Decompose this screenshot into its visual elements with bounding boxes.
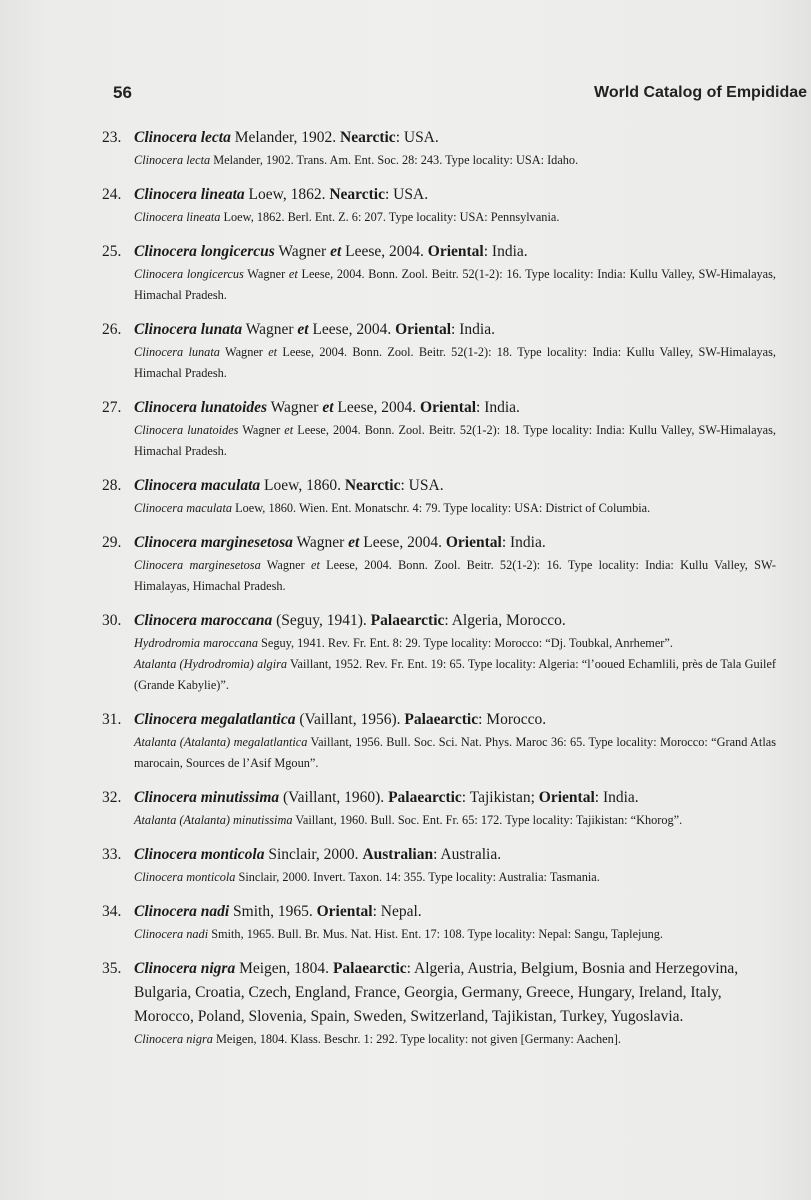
entry-number: 28.	[102, 477, 122, 494]
citation-text: Vaillant, 1952. Rev. Fr. Ent. 19: 65. Type locality: Algeria: “l’ooued Echamlili, près de Tala Guilef (Grande Kabylie)”.	[134, 657, 776, 692]
reference-citation	[0, 420, 776, 462]
entry-number: 35.	[102, 960, 122, 977]
species-entry	[0, 474, 811, 519]
species-list	[0, 126, 811, 1062]
species-entry	[0, 957, 811, 1050]
region-name: Oriental	[395, 321, 452, 338]
citation-taxon: Clinocera marginesetosa	[134, 558, 261, 572]
distribution: : India.	[476, 399, 520, 416]
distribution-2: : India.	[594, 789, 639, 806]
region-name: Oriental	[427, 243, 484, 260]
species-name: Clinocera megalatlantica	[134, 711, 296, 728]
entry-number: 24.	[102, 186, 122, 203]
region-name: Nearctic	[340, 129, 396, 146]
species-entry	[0, 843, 811, 888]
citation-taxon: Clinocera longicercus	[134, 267, 244, 281]
citation-text: Sinclair, 2000. Invert. Taxon. 14: 355. Type locality: Australia: Tasmania.	[235, 870, 600, 884]
species-author: (Seguy, 1941).	[272, 612, 371, 629]
species-name: Clinocera nadi	[134, 903, 230, 920]
citation-taxon: Clinocera lineata	[134, 210, 221, 224]
citation-taxon: Atalanta (Atalanta) megalatlantica	[134, 735, 308, 749]
species-heading	[0, 396, 776, 420]
species-author: (Vaillant, 1960).	[279, 789, 389, 806]
distribution: : Nepal.	[372, 903, 422, 920]
species-entry	[0, 396, 811, 462]
citation-text: Loew, 1860. Wien. Ent. Monatschr. 4: 79. Type locality: USA: District of Columbia.	[232, 501, 651, 515]
species-author: Sinclair, 2000.	[264, 846, 363, 863]
reference-citation	[0, 498, 776, 519]
citation-taxon: Clinocera lecta	[134, 153, 211, 167]
reference-citation	[0, 150, 776, 171]
species-author: Wagner	[242, 321, 298, 338]
species-heading	[0, 183, 776, 207]
entry-number: 23.	[102, 129, 122, 146]
species-author: Wagner	[267, 399, 323, 416]
region-name-2: Oriental	[538, 789, 595, 806]
citation-text: Wagner	[219, 345, 269, 359]
page-number: 56	[113, 83, 132, 102]
species-heading	[0, 474, 776, 498]
species-author-2: Leese, 2004.	[308, 321, 396, 338]
citation-taxon: Clinocera lunata	[134, 345, 220, 359]
entry-number: 32.	[102, 789, 122, 806]
distribution: : Tajikistan;	[461, 789, 539, 806]
species-entry	[0, 609, 811, 696]
distribution: : USA.	[395, 129, 439, 146]
citation-taxon: Clinocera nadi	[134, 927, 209, 941]
species-name: Clinocera monticola	[134, 846, 265, 863]
citation-text: Smith, 1965. Bull. Br. Mus. Nat. Hist. Ent. 17: 108. Type locality: Nepal: Sangu, Taplejung.	[208, 927, 663, 941]
distribution: : Australia.	[433, 846, 502, 863]
species-heading	[0, 900, 776, 924]
entry-number: 31.	[102, 711, 122, 728]
citation-et: et	[268, 345, 278, 359]
citation-taxon: Clinocera lunatoides	[134, 423, 239, 437]
region-name: Palaearctic	[370, 612, 445, 629]
entry-number: 34.	[102, 903, 122, 920]
et-connector: et	[348, 534, 360, 551]
citation-taxon: Clinocera maculata	[134, 501, 233, 515]
citation-taxon: Clinocera nigra	[134, 1032, 213, 1046]
distribution: : USA.	[385, 186, 429, 203]
et-connector: et	[330, 243, 342, 260]
species-entry	[0, 240, 811, 306]
distribution: : Algeria, Austria, Belgium, Bosnia and Herzegovina, Bulgaria, Croatia, Czech, England, France, Georgia, Germany, Greece, Hungary, Ireland, Italy, Morocco, Poland, Slovenia, Spain, Sweden, Switzerland, Tajikistan, Turkey, Yugoslavia.	[134, 960, 739, 1025]
species-entry	[0, 183, 811, 228]
species-heading	[0, 957, 776, 1029]
species-heading	[0, 609, 776, 633]
species-author-2: Leese, 2004.	[333, 399, 421, 416]
region-name: Oriental	[445, 534, 502, 551]
species-entry	[0, 708, 811, 774]
region-name: Nearctic	[344, 477, 401, 494]
citation-text-2: Leese, 2004. Bonn. Zool. Beitr. 52(1-2): 18. Type locality: India: Kullu Valley, SW-Himalayas, Himachal Pradesh.	[134, 345, 777, 380]
citation-et: et	[311, 558, 320, 572]
region-name: Oriental	[316, 903, 373, 920]
citation-text-2: Leese, 2004. Bonn. Zool. Beitr. 52(1-2): 16. Type locality: India: Kullu Valley, SW-Himalayas, Himachal Pradesh.	[134, 267, 776, 302]
reference-citation	[0, 654, 776, 696]
running-title: World Catalog of Empididae	[594, 84, 808, 101]
citation-taxon: Hydrodromia maroccana	[134, 636, 258, 650]
reference-citation	[0, 867, 776, 888]
reference-citation	[0, 1029, 776, 1050]
species-heading	[0, 786, 776, 810]
distribution: : India.	[483, 243, 528, 260]
page-header	[0, 80, 811, 106]
entry-number: 30.	[102, 612, 122, 629]
species-entry	[0, 126, 811, 171]
species-author-2: Leese, 2004.	[359, 534, 446, 551]
entry-number: 33.	[102, 846, 122, 863]
citation-text: Wagner	[260, 558, 311, 572]
species-name: Clinocera maroccana	[134, 612, 273, 629]
species-author: Melander, 1902.	[230, 129, 341, 146]
reference-citation	[0, 207, 776, 228]
species-name: Clinocera marginesetosa	[134, 534, 293, 551]
region-name: Nearctic	[329, 186, 385, 203]
citation-text: Wagner	[238, 423, 285, 437]
species-author: Loew, 1860.	[260, 477, 345, 494]
reference-citation	[0, 342, 776, 384]
citation-text: Wagner	[243, 267, 289, 281]
entry-number: 26.	[102, 321, 122, 338]
species-author-2: Leese, 2004.	[341, 243, 428, 260]
region-name: Palaearctic	[332, 960, 407, 977]
species-entry	[0, 786, 811, 831]
species-author: (Vaillant, 1956).	[295, 711, 405, 728]
citation-et: et	[284, 423, 294, 437]
species-heading	[0, 318, 776, 342]
species-heading	[0, 126, 776, 150]
species-author: Meigen, 1804.	[235, 960, 333, 977]
distribution: : Morocco.	[478, 711, 547, 728]
distribution: : India.	[501, 534, 546, 551]
species-entry	[0, 900, 811, 945]
species-entry	[0, 531, 811, 597]
citation-taxon: Atalanta (Atalanta) minutissima	[134, 813, 293, 827]
species-name: Clinocera lunata	[134, 321, 243, 338]
entry-number: 25.	[102, 243, 122, 260]
species-heading	[0, 708, 776, 732]
species-name: Clinocera maculata	[134, 477, 261, 494]
species-entry	[0, 318, 811, 384]
citation-et: et	[288, 267, 298, 281]
citation-text: Vaillant, 1956. Bull. Soc. Sci. Nat. Phys. Maroc 36: 65. Type locality: Morocco: “Grand Atlas marocain, Sources de l’Asif Mgoun”.	[134, 735, 776, 770]
reference-citation	[0, 924, 776, 945]
reference-citation	[0, 264, 776, 306]
distribution: : USA.	[400, 477, 444, 494]
species-author: Smith, 1965.	[229, 903, 317, 920]
citation-text: Melander, 1902. Trans. Am. Ent. Soc. 28: 243. Type locality: USA: Idaho.	[210, 153, 579, 167]
species-name: Clinocera lineata	[134, 186, 245, 203]
species-name: Clinocera nigra	[134, 960, 236, 977]
reference-citation	[0, 555, 776, 597]
region-name: Australian	[362, 846, 434, 863]
citation-text-2: Leese, 2004. Bonn. Zool. Beitr. 52(1-2): 18. Type locality: India: Kullu Valley, SW-Himalayas, Himachal Pradesh.	[134, 423, 776, 458]
distribution: : Algeria, Morocco.	[444, 612, 566, 629]
reference-citation	[0, 633, 776, 654]
species-heading	[0, 531, 776, 555]
et-connector: et	[297, 321, 309, 338]
species-name: Clinocera lecta	[134, 129, 231, 146]
citation-text: Vaillant, 1960. Bull. Soc. Ent. Fr. 65: 172. Type locality: Tajikistan: “Khorog”.	[292, 813, 683, 827]
entry-number: 27.	[102, 399, 122, 416]
species-name: Clinocera minutissima	[134, 789, 280, 806]
entry-number: 29.	[102, 534, 122, 551]
region-name: Oriental	[420, 399, 477, 416]
reference-citation	[0, 810, 776, 831]
citation-text-2: Leese, 2004. Bonn. Zool. Beitr. 52(1-2): 16. Type locality: India: Kullu Valley, SW-Himalayas, Himachal Pradesh.	[134, 558, 777, 593]
species-author: Wagner	[274, 243, 331, 260]
species-heading	[0, 843, 776, 867]
citation-text: Loew, 1862. Berl. Ent. Z. 6: 207. Type locality: USA: Pennsylvania.	[220, 210, 560, 224]
species-heading	[0, 240, 776, 264]
citation-text: Meigen, 1804. Klass. Beschr. 1: 292. Type locality: not given [Germany: Aachen].	[212, 1032, 621, 1046]
citation-text: Seguy, 1941. Rev. Fr. Ent. 8: 29. Type locality: Morocco: “Dj. Toubkal, Anrhemer”.	[257, 636, 673, 650]
citation-taxon: Atalanta (Hydrodromia) algira	[134, 657, 288, 671]
species-name: Clinocera longicercus	[134, 243, 275, 260]
citation-taxon: Clinocera monticola	[134, 870, 236, 884]
species-author: Wagner	[292, 534, 349, 551]
distribution: : India.	[451, 321, 495, 338]
region-name: Palaearctic	[404, 711, 479, 728]
region-name: Palaearctic	[388, 789, 462, 806]
et-connector: et	[322, 399, 334, 416]
reference-citation	[0, 732, 776, 774]
species-author: Loew, 1862.	[244, 186, 330, 203]
species-name: Clinocera lunatoides	[134, 399, 268, 416]
